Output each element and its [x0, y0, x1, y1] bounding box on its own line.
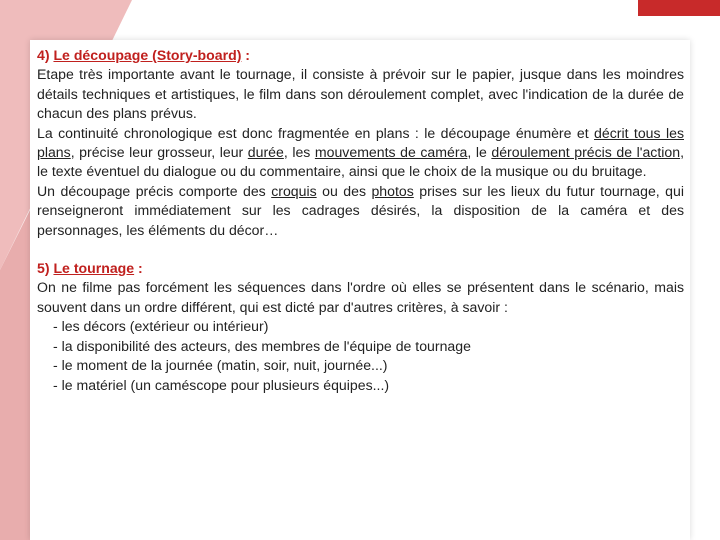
section-4-heading: 4) Le découpage (Story-board) : — [37, 47, 250, 63]
link-croquis[interactable]: croquis — [271, 182, 317, 199]
section-5-title: Le tournage — [53, 260, 135, 277]
section-4-title: Le découpage (Story-board) — [53, 47, 242, 63]
link-duree[interactable]: durée — [247, 144, 284, 161]
text-content — [37, 46, 684, 395]
section-4-paragraph-2: La continuité chronologique est donc fragmentée en plans : le découpage énumère et décrit tous les plans, précise leur grosseur, leur durée, les mouvements de caméra, le déroulement précis de l'action, le texte éventuel du dialogue ou du commentaire, ainsi que le choix de la musique ou du bruitage. — [37, 124, 684, 180]
list-item: - les décors (extérieur ou intérieur) — [53, 318, 269, 335]
list-item: - le matériel (un caméscope pour plusieurs équipes...) — [53, 376, 390, 393]
list-item: - la disponibilité des acteurs, des membres de l'équipe de tournage — [53, 337, 471, 354]
link-mouvements-de-camera[interactable]: mouvements de caméra — [314, 144, 468, 161]
criteria-list — [37, 317, 684, 395]
section-4-paragraph-3: Un découpage précis comporte des croquis ou des photos prises sur les lieux du futur tournage, qui renseigneront immédiatement sur les cadrages désirés, la disposition de la caméra et des personnages, les éléments du décor… — [37, 182, 684, 238]
corner-accent-bar — [638, 0, 720, 16]
list-item: - le moment de la journée (matin, soir, nuit, journée...) — [53, 357, 388, 374]
section-4-paragraph-1: Etape très importante avant le tournage, il consiste à prévoir sur le papier, jusque dans les moindres détails techniques et artistiques, le film dans son déroulement complet, avec l'indication de la durée de chacun des plans prévus. — [37, 66, 684, 122]
section-5-paragraph-1: On ne filme pas forcément les séquences dans l'ordre où elles se présentent dans le scénario, mais souvent dans un ordre différent, qui est dicté par d'autres critères, à savoir : — [37, 279, 684, 315]
link-deroulement-precis[interactable]: déroulement précis de l'action — [491, 144, 681, 161]
section-5-heading: 5) Le tournage : — [37, 260, 143, 277]
link-decrit-tous-les-plans[interactable]: décrit tous les plans — [37, 124, 684, 161]
link-photos[interactable]: photos — [371, 182, 414, 199]
